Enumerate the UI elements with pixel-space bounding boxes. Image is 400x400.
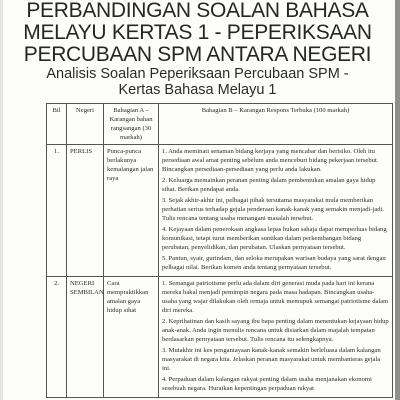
header-state: Negeri bbox=[67, 104, 104, 145]
header-part-b: Bahagian B – Karangan Respons Terbuka (100 markah) bbox=[159, 104, 393, 145]
table-row bbox=[47, 277, 393, 398]
header-num: Bil bbox=[47, 104, 67, 145]
question-item: 2. Keluarga memainkan peranan penting dalam pembentukan amalan gaya hidup sihat. Berikan pendapat anda. bbox=[162, 177, 376, 193]
question-item: 5. Pantun, syair, gurindam, dan seloka merupakan warisan budaya yang sarat dengan pelbagai nilai. Berikan komen anda tentang pernyataan tersebut. bbox=[162, 255, 386, 271]
row-part-a: Cara mempraktikkan amalan gaya hidup sihat bbox=[104, 277, 159, 398]
question-item: 1. Anda meminati senaman bidang kerjaya yang mencabar dan berisiko. Oleh itu persediaan awal amat penting sebelum anda menceburi bidang pekerjaan tersebut. Bincangkan persediaan-persediaan yang perlu anda lakukan. bbox=[162, 148, 379, 173]
row-part-b bbox=[159, 145, 393, 277]
row-num: 1. bbox=[47, 145, 67, 277]
subtitle-line-1: Analisis Soalan Peperiksaan Percubaan SPM - bbox=[46, 66, 349, 82]
subtitle-line-2: Kertas Bahasa Melayu 1 bbox=[118, 82, 277, 98]
header-part-a: Bahagian A – Karangan bahan rangsangan (30 markah) bbox=[104, 104, 159, 145]
row-num: 2. bbox=[47, 277, 67, 398]
comparison-table bbox=[46, 103, 393, 398]
question-item: 3. Mutakhir ini kes penganiayaan kanak-kanak semakin berleluasa dalam kalangan masyarakat di negara kita. Jelaskan peranan masyarakat untuk membanteras gejala ini. bbox=[162, 347, 381, 372]
title-line-2: MELAYU KERTAS 1 - PEPERIKSAAN bbox=[23, 21, 372, 44]
document-header bbox=[0, 0, 395, 98]
row-part-a: Punca-punca berlakunya kemalangan jalan raya bbox=[104, 145, 159, 277]
table-row bbox=[47, 145, 393, 277]
question-item: 4. Kejayaan dalam penerokaan angkasa lepas bukan sahaja dapat memperluas bidang komunikasi, tetapi turut memberikan suntikan dalam perkembangan bidang perubatan, penyelidikan, dan perubatan. Ulaskan pernyataan tersebut. bbox=[162, 226, 387, 251]
row-part-b bbox=[159, 277, 393, 398]
title-line-3: PERCUBAAN SPM ANTARA NEGERI bbox=[23, 43, 372, 66]
page-right-edge-shadow bbox=[395, 0, 400, 400]
question-item: 2. Keprihatinan dan kasih sayang ibu bapa penting dalam menentukan kejayaan hidup anak-anak. Anda ingin menulis rencana untuk disiarkan dalam majalah tempatan berdasarkan pernyataan tersebut. Tulis rencana itu selengkapnya. bbox=[162, 318, 389, 343]
question-item: 4. Perpaduan dalam kalangan rakyat penting dalam usaha menjanakan ekonomi sesebuah negara. Huraikan kepentingan perpaduan rakyat bbox=[162, 376, 372, 392]
row-state: NEGERI SEMBILAN bbox=[67, 277, 104, 398]
title-line-1: PERBANDINGAN SOALAN BAHASA bbox=[26, 0, 369, 22]
question-item: 3. Sejak akhir-akhir ini, pelbagai pihak tersutama masyarakat mula memberikan perhatian serius terhadap gejala penderaan kanak-kanak yang semakin menjadi-jadi. Tulis rencana tentang usaha menangani masalah tersebut. bbox=[162, 197, 385, 222]
table-header-row bbox=[47, 104, 393, 145]
question-item: 1. Semangat patriotisme perlu ada dalam diri generasi muda pada hari ini kerana mereka bakal menjadi pemimpin negara pada masa hadapan. Bincangkan usaha-usaha yang wajar dilakukan oleh remaja untuk memupuk semangat patriotisme dalam diri mereka. bbox=[162, 280, 389, 314]
row-state: PERLIS bbox=[67, 145, 104, 277]
